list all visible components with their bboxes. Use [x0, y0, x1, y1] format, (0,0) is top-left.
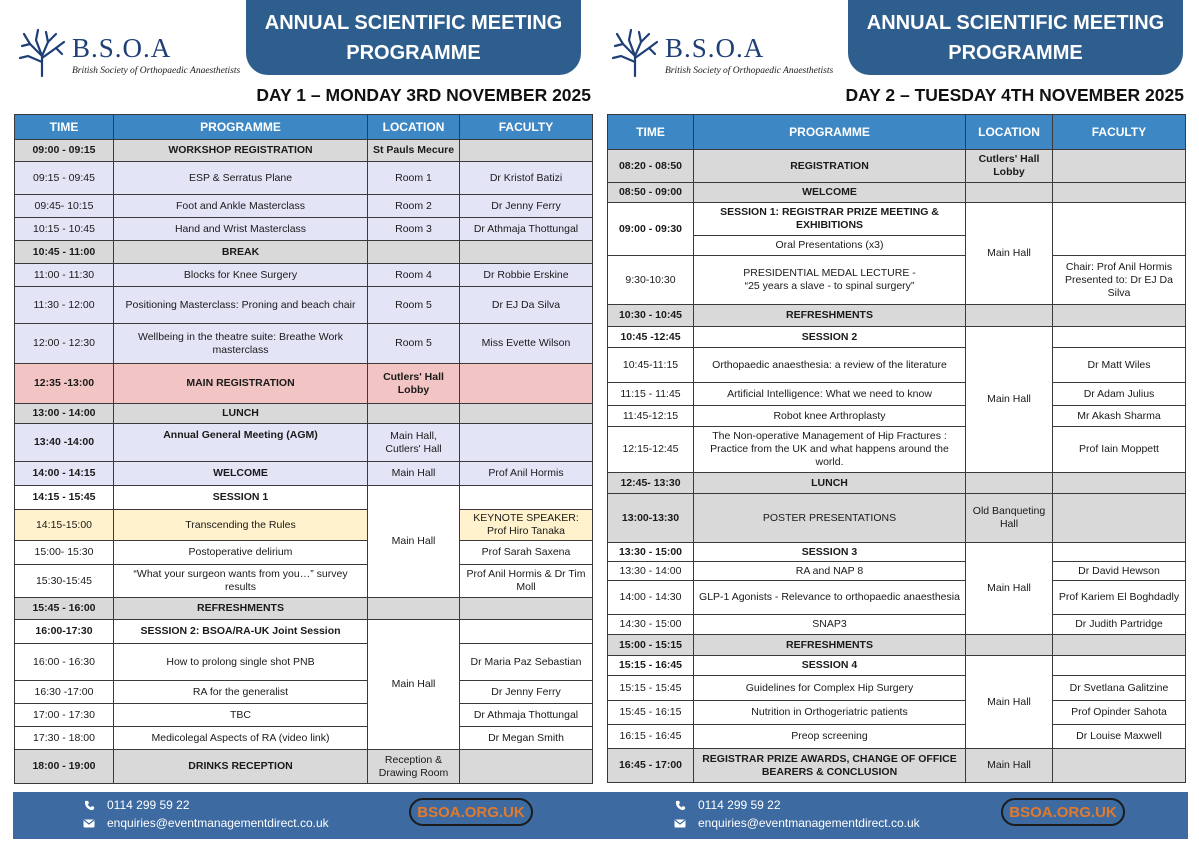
programme-banner: [848, 0, 1183, 75]
table-row: 10:15 - 10:45 Hand and Wrist Masterclass Room 3 Dr Athmaja Thottungal: [15, 218, 593, 241]
table-row: 10:30 - 10:45 REFRESHMENTS: [608, 305, 1186, 327]
table-row: 10:45 -12:45 SESSION 2 Main Hall: [608, 327, 1186, 348]
phone-number[interactable]: 0114 299 59 22: [107, 798, 190, 812]
table-row: 14:30 - 15:00 SNAP3 Dr Judith Partridge: [608, 615, 1186, 635]
table-row: 09:00 - 09:15 WORKSHOP REGISTRATION St Pauls Mecure: [15, 140, 593, 162]
table-row: 15:30-15:45 “What your surgeon wants from you…” survey results Prof Anil Hormis & Dr Tim Moll: [15, 565, 593, 598]
table-row: 15:45 - 16:00 REFRESHMENTS: [15, 598, 593, 620]
banner-line1: ANNUAL SCIENTIFIC MEETING: [264, 11, 563, 34]
table-row: 16:00-17:30 SESSION 2: BSOA/RA-UK Joint Session Main Hall: [15, 620, 593, 644]
table-row: 13:40 -14:00 Annual General Meeting (AGM) Main Hall, Cutlers' Hall: [15, 424, 593, 462]
table-row: 09:45- 10:15 Foot and Ankle Masterclass Room 2 Dr Jenny Ferry: [15, 195, 593, 218]
table-row: 16:15 - 16:45 Preop screening Dr Louise Maxwell: [608, 725, 1186, 749]
table-row: 11:30 - 12:00 Positioning Masterclass: Proning and beach chair Room 5 Dr EJ Da Silva: [15, 287, 593, 324]
table-row: 18:00 - 19:00 DRINKS RECEPTION Reception & Drawing Room: [15, 750, 593, 784]
table-row: 11:15 - 11:45 Artificial Intelligence: What we need to know Dr Adam Julius: [608, 383, 1186, 406]
phone-icon: [674, 799, 686, 811]
tree-logo-icon: [16, 26, 68, 78]
day1-title: DAY 1 – MONDAY 3RD NOVEMBER 2025: [256, 85, 591, 105]
bsoa-logo: [16, 26, 240, 78]
website-button[interactable]: BSOA.ORG.UK: [409, 798, 533, 826]
table-row: 14:00 - 14:30 GLP-1 Agonists - Relevance to orthopaedic anaesthesia Prof Kariem El Boghdadly: [608, 581, 1186, 615]
table-row: 12:35 -13:00 MAIN REGISTRATION Cutlers' Hall Lobby: [15, 364, 593, 404]
table-row: 12:45- 13:30 LUNCH: [608, 473, 1186, 494]
phone-number[interactable]: 0114 299 59 22: [698, 798, 781, 812]
table-row: 11:00 - 11:30 Blocks for Knee Surgery Room 4 Dr Robbie Erskine: [15, 264, 593, 287]
table-row: 16:30 -17:00 RA for the generalist Dr Jenny Ferry: [15, 681, 593, 704]
day1-panel: [14, 0, 593, 784]
table-row: 15:00 - 15:15 REFRESHMENTS: [608, 635, 1186, 656]
tree-logo-icon: [609, 26, 661, 78]
logo-name: B.S.O.A: [72, 33, 172, 63]
website-button[interactable]: BSOA.ORG.UK: [1001, 798, 1125, 826]
header-faculty: FACULTY: [1053, 115, 1186, 150]
table-row: 10:45 - 11:00 BREAK: [15, 241, 593, 264]
table-row: 15:00- 15:30 Postoperative delirium Prof Sarah Saxena: [15, 541, 593, 565]
table-row: 14:15-15:00 Transcending the Rules KEYNOTE SPEAKER: Prof Hiro Tanaka: [15, 510, 593, 541]
footer-contact-left: [83, 792, 383, 839]
table-row: 13:30 - 14:00 RA and NAP 8 Dr David Hewson: [608, 562, 1186, 581]
table-row: 15:15 - 15:45 Guidelines for Complex Hip Surgery Dr Svetlana Galitzine: [608, 676, 1186, 701]
banner-line2: PROGRAMME: [948, 41, 1083, 64]
table-row: 11:45-12:15 Robot knee Arthroplasty Mr Akash Sharma: [608, 406, 1186, 427]
table-row: 13:00-13:30 POSTER PRESENTATIONS Old Banqueting Hall: [608, 494, 1186, 543]
table-row: Oral Presentations (x3): [608, 236, 1186, 256]
logo-name: B.S.O.A: [665, 33, 765, 63]
phone-icon: [83, 799, 95, 811]
email-icon: [83, 817, 95, 829]
header-location: LOCATION: [368, 115, 460, 140]
table-row: 9:30-10:30 PRESIDENTIAL MEDAL LECTURE - “25 years a slave - to spinal surgery” Chair: Prof Anil Hormis Presented to: Dr EJ Da Silva: [608, 256, 1186, 305]
footer-contact-right: [674, 792, 974, 839]
programme-banner: [246, 0, 581, 75]
table-row: 15:15 - 16:45 SESSION 4 Main Hall: [608, 656, 1186, 676]
table-row: 09:15 - 09:45 ESP & Serratus Plane Room 1 Dr Kristof Batizi: [15, 162, 593, 195]
table-row: 08:20 - 08:50 REGISTRATION Cutlers' Hall Lobby: [608, 150, 1186, 183]
header-programme: PROGRAMME: [694, 115, 966, 150]
header-programme: PROGRAMME: [114, 115, 368, 140]
table-row: 08:50 - 09:00 WELCOME: [608, 183, 1186, 203]
header-faculty: FACULTY: [460, 115, 593, 140]
footer-bar: [13, 792, 1188, 839]
header-location: LOCATION: [966, 115, 1053, 150]
table-row: 10:45-11:15 Orthopaedic anaesthesia: a review of the literature Dr Matt Wiles: [608, 348, 1186, 383]
header-time: TIME: [15, 115, 114, 140]
table-row: 17:00 - 17:30 TBC Dr Athmaja Thottungal: [15, 704, 593, 727]
table-row: 15:45 - 16:15 Nutrition in Orthogeriatric patients Prof Opinder Sahota: [608, 701, 1186, 725]
table-row: 16:00 - 16:30 How to prolong single shot PNB Dr Maria Paz Sebastian: [15, 644, 593, 681]
table-row: 12:15-12:45 The Non-operative Management of Hip Fractures : Practice from the UK and what happens around the world. Prof Iain Moppett: [608, 427, 1186, 473]
bsoa-logo: [609, 26, 833, 78]
day1-programme-table: [14, 114, 593, 784]
email-icon: [674, 817, 686, 829]
table-row: 13:00 - 14:00 LUNCH: [15, 404, 593, 424]
email-address[interactable]: enquiries@eventmanagementdirect.co.uk: [698, 816, 920, 830]
table-row: 12:00 - 12:30 Wellbeing in the theatre suite: Breathe Work masterclass Room 5 Miss Evette Wilson: [15, 324, 593, 364]
table-row: 16:45 - 17:00 REGISTRAR PRIZE AWARDS, CHANGE OF OFFICE BEARERS & CONCLUSION Main Hall: [608, 749, 1186, 783]
table-row: 17:30 - 18:00 Medicolegal Aspects of RA (video link) Dr Megan Smith: [15, 727, 593, 750]
logo-subtitle: British Society of Orthopaedic Anaesthetists: [72, 66, 241, 76]
table-row: 13:30 - 15:00 SESSION 3 Main Hall: [608, 543, 1186, 562]
table-row: 14:00 - 14:15 WELCOME Main Hall Prof Anil Hormis: [15, 462, 593, 486]
table-row: 09:00 - 09:30 SESSION 1: REGISTRAR PRIZE MEETING & EXHIBITIONS Main Hall: [608, 203, 1186, 236]
banner-line1: ANNUAL SCIENTIFIC MEETING: [866, 11, 1165, 34]
banner-line2: PROGRAMME: [346, 41, 481, 64]
day2-programme-table: [607, 114, 1186, 783]
day2-panel: [607, 0, 1186, 784]
header-time: TIME: [608, 115, 694, 150]
table-row: 14:15 - 15:45 SESSION 1 Main Hall: [15, 486, 593, 510]
logo-subtitle: British Society of Orthopaedic Anaesthetists: [665, 66, 834, 76]
day2-title: DAY 2 – TUESDAY 4TH NOVEMBER 2025: [845, 85, 1184, 105]
email-address[interactable]: enquiries@eventmanagementdirect.co.uk: [107, 816, 329, 830]
